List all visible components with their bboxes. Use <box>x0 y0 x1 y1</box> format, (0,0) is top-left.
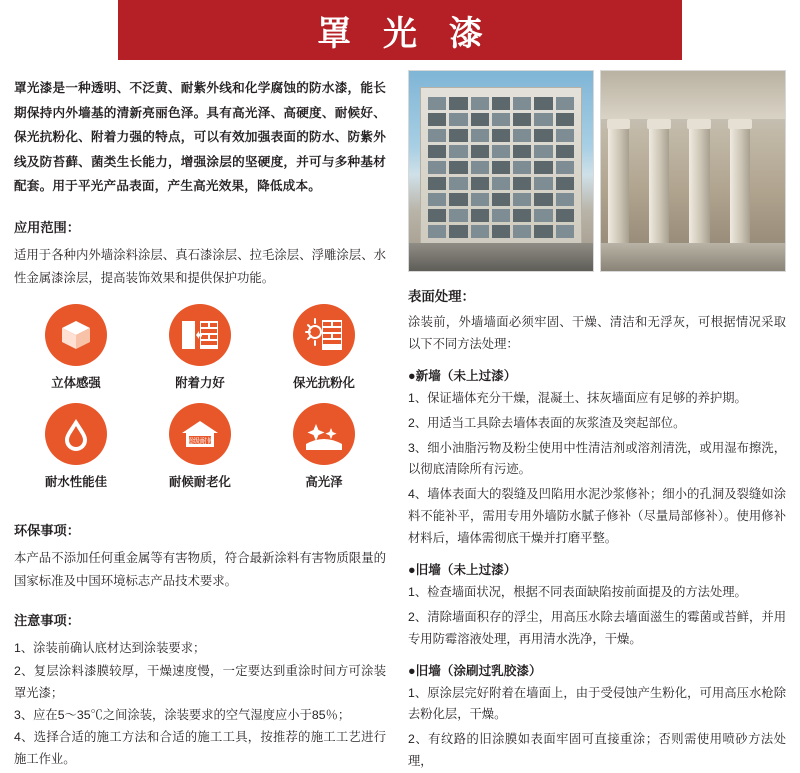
left-column <box>0 60 400 723</box>
environment-paragraph: 本产品不添加任何重金属等有害物质，符合最新涂料有害物质限量的国家标准及中国环境标志产品技术要求。 <box>14 547 386 593</box>
surface-group-old-painted <box>408 660 786 773</box>
scope-paragraph: 适用于各种内外墙涂料涂层、真石漆涂层、拉毛涂层、浮雕涂层、水性金属漆涂层，提高装饰效果和提供保护功能。 <box>14 244 386 290</box>
group-item: 2、有纹路的旧涂膜如表面牢固可直接重涂；否则需使用喷砂方法处理， <box>408 729 786 773</box>
house-weather-icon <box>169 403 231 465</box>
feature-item <box>14 304 138 391</box>
photo-gallery <box>408 70 786 272</box>
page-title: 罩 光 漆 <box>307 6 493 55</box>
group-subheading: ●旧墙（未上过漆） <box>408 559 786 578</box>
feature-label: 高光泽 <box>262 472 386 490</box>
window-grid <box>428 97 574 238</box>
notice-item: 1、涂装前确认底材达到涂装要求； <box>14 637 386 659</box>
notice-item: 3、应在5～35℃之间涂装，涂装要求的空气湿度应小于85％； <box>14 704 386 726</box>
facade-shape <box>420 87 582 255</box>
notice-list <box>14 637 386 770</box>
feature-label: 耐候耐老化 <box>138 472 262 490</box>
group-subheading: ●旧墙（涂刷过乳胶漆） <box>408 660 786 679</box>
surface-group-new-wall <box>408 365 786 550</box>
group-item: 2、用适当工具除去墙体表面的灰浆渣及突起部位。 <box>408 413 786 435</box>
feature-label: 保光抗粉化 <box>262 373 386 391</box>
group-item: 3、细小油脂污物及粉尘使用中性清洁剂或溶剂清洗，或用湿布擦洗，以彻底清除所有污迹。 <box>408 438 786 482</box>
notice-item: 2、复层涂料漆膜较厚，干燥速度慢，一定要达到重涂时间方可涂装罩光漆； <box>14 660 386 704</box>
feature-item <box>138 304 262 391</box>
surface-treatment-heading: 表面处理： <box>408 286 786 305</box>
water-drop-icon <box>45 403 107 465</box>
feature-item <box>262 403 386 490</box>
feature-label: 附着力好 <box>138 373 262 391</box>
colonnade-shape <box>601 71 785 271</box>
group-item: 1、检查墙面状况，根据不同表面缺陷按前面提及的方法处理。 <box>408 582 786 604</box>
product-intro-paragraph: 罩光漆是一种透明、不泛黄、耐紫外线和化学腐蚀的防水漆，能长期保持内外墙基的清新亮丽色泽。具有高光泽、高硬度、耐候好、保光抗粉化、附着力强的特点，可以有效加强表面的防水、防紫外线及防苔藓、菌类生长能力，增强涂层的坚硬度，并可与多种基材配套。用于平光产品表面，产生高光效果，降低成本。 <box>14 76 386 199</box>
notice-item: 4、选择合适的施工方法和合适的施工工具，按推荐的施工工艺进行施工作业。 <box>14 726 386 770</box>
group-item: 1、原涂层完好附着在墙面上，由于受侵蚀产生粉化，可用高压水枪除去粉化层，干燥。 <box>408 683 786 727</box>
group-item: 1、保证墙体充分干燥，混凝土、抹灰墙面应有足够的养护期。 <box>408 388 786 410</box>
feature-badge-grid <box>14 304 386 502</box>
feature-label: 耐水性能佳 <box>14 472 138 490</box>
surface-treatment-paragraph: 涂装前，外墙墙面必须牢固、干燥、清洁和无浮灰，可根据情况采取以下不同方法处理： <box>408 312 786 356</box>
feature-item <box>14 403 138 490</box>
colonnade-corridor-photo <box>600 70 786 272</box>
group-subheading: ●新墙（未上过漆） <box>408 365 786 384</box>
street-ground <box>409 243 593 271</box>
scope-heading: 应用范围： <box>14 217 386 236</box>
page-content <box>0 60 800 723</box>
group-item: 2、清除墙面积存的浮尘，用高压水除去墙面滋生的霉菌或苔鲜，并用专用防霉溶液处理，再用清水洗净，干燥。 <box>408 607 786 651</box>
brick-adhesion-icon <box>169 304 231 366</box>
sun-wall-icon <box>293 304 355 366</box>
gloss-sparkle-icon <box>293 403 355 465</box>
surface-group-old-unpainted <box>408 559 786 651</box>
header-left-spacer <box>0 0 118 60</box>
header-right-spacer <box>682 0 800 60</box>
group-item: 4、墙体表面大的裂缝及凹陷用水泥沙浆修补；细小的孔洞及裂缝如涂料不能补平，需用专用外墙防水腻子修补（尽量局部修补）。使用修补材料后，墙体需彻底干燥并打磨平整。 <box>408 484 786 550</box>
building-facade-photo <box>408 70 594 272</box>
environment-heading: 环保事项： <box>14 520 386 539</box>
page-header <box>0 0 800 60</box>
svg-text:超级耐候: 超级耐候 <box>186 436 214 445</box>
feature-label: 立体感强 <box>14 373 138 391</box>
cube-icon <box>45 304 107 366</box>
feature-item <box>138 403 262 490</box>
right-column <box>400 60 800 723</box>
notice-heading: 注意事项： <box>14 610 386 629</box>
feature-item <box>262 304 386 391</box>
